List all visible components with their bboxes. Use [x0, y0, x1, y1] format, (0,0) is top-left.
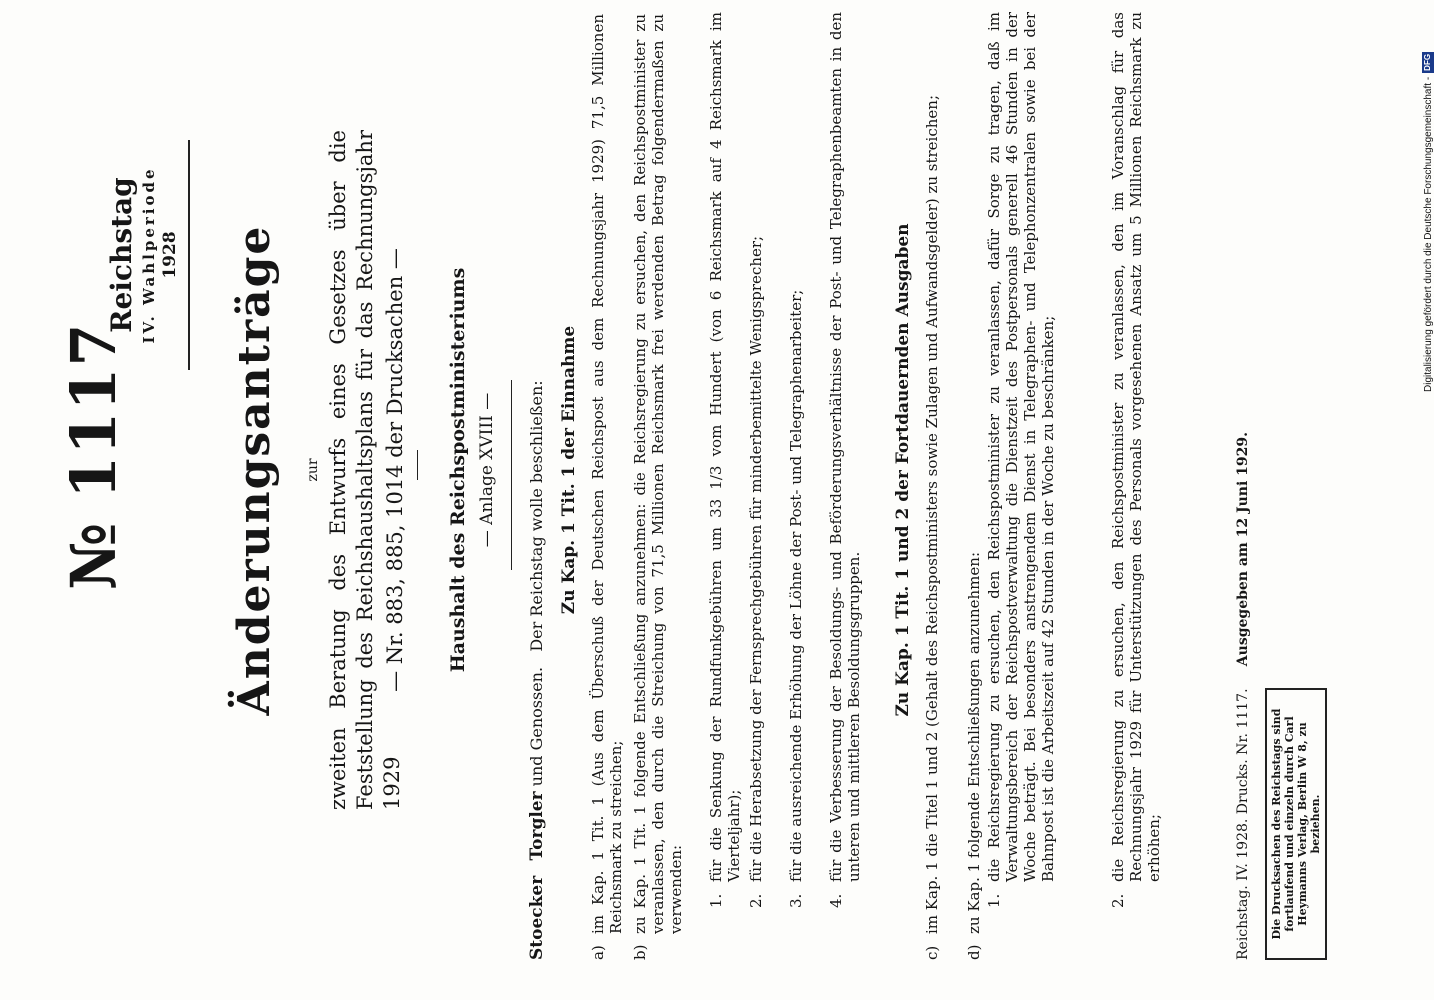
- item-label: c): [923, 945, 941, 960]
- document-number: № 1117: [57, 322, 130, 590]
- sub-item-number: 1.: [707, 893, 725, 908]
- motion-item: [589, 0, 625, 960]
- reichstag-box: [105, 140, 180, 370]
- sub-item-text: die Reichsregierung zu ersuchen, den Reichspostminister zu veranlassen, dafür Sorge zu tragen, daß im Verwaltungsbereich der Reichspostverwaltung die Dienstzeit des Postpersonals generell 46 Stunden in der Woche beträgt. Bei besonders anstrengendem Dienst in Telegraphen- und Telephonzentralen sowie bei der Bahnpost ist die Arbeitszeit auf 42 Stunden in der Woche zu beschränken;: [985, 12, 1057, 882]
- sponsor-name: Stoecker: [527, 875, 547, 960]
- document-header: [47, 0, 197, 960]
- footer-reference: Reichstag. IV. 1928. Drucks. Nr. 1117.: [1235, 688, 1251, 960]
- issue-date: Ausgegeben am 12 Juni 1929.: [1235, 432, 1251, 667]
- intro-companions: und Genossen.: [527, 666, 546, 787]
- sub-item: [707, 8, 743, 908]
- motion-item: [923, 0, 941, 960]
- divider: [417, 450, 418, 480]
- sub-item-number: 1.: [985, 893, 1003, 908]
- motion-intro: [527, 0, 547, 960]
- zur-label: zur: [305, 458, 321, 482]
- reichstag-title: Reichstag: [105, 177, 138, 333]
- item-label: d): [965, 944, 983, 960]
- motion-item: [965, 0, 983, 960]
- budget-heading: Haushalt des Reichspostministeriums: [447, 267, 469, 673]
- sub-item-number: 2.: [1109, 893, 1127, 908]
- election-period: IV. Wahlperiode: [140, 166, 158, 344]
- publisher-note: Die Drucksachen des Reichstags sind fortlaufend und einzeln durch Carl Heymanns Verlag, Berlin W 8, zu beziehen.: [1265, 688, 1327, 960]
- divider: [188, 140, 190, 370]
- item-text: zu Kap. 1 folgende Entschließungen anzunehmen:: [965, 552, 983, 934]
- item-text: im Kap. 1 die Titel 1 und 2 (Gehalt des Reichspostministers sowie Zulagen und Aufwandsgelder) zu streichen;: [923, 95, 941, 934]
- document-title: Änderungsanträge: [229, 224, 280, 716]
- sub-item: [985, 8, 1057, 908]
- sub-item: [787, 8, 805, 908]
- sub-item-number: 2.: [747, 893, 765, 908]
- section-heading: Zu Kap. 1 Tit. 1 der Einnahme: [559, 325, 579, 615]
- divider: [511, 380, 512, 570]
- motion-item: [631, 0, 685, 960]
- sub-item-number: 3.: [787, 893, 805, 908]
- credit-text: Digitalisierung gefördert durch die Deutsche Forschungsgemeinschaft -: [1422, 76, 1434, 392]
- appendix-label: — Anlage XVIII —: [477, 392, 497, 548]
- document-footer: [1235, 0, 1251, 960]
- drucksachen-reference: — Nr. 883, 885, 1014 der Drucksachen —: [383, 248, 407, 692]
- document-body: [47, 0, 1322, 960]
- item-label: b): [631, 944, 649, 960]
- section-heading: Zu Kap. 1 Tit. 1 und 2 der Fortdauernden Ausgaben: [893, 223, 913, 717]
- sub-item: [747, 8, 765, 908]
- dfg-logo: DFG: [1423, 53, 1432, 71]
- sponsor-name: Torgler: [527, 791, 547, 861]
- document-subject: zweiten Beratung des Entwurfs eines Gesetzes über die Feststellung des Reichshaushaltsplans für das Rechnungsjahr 1929: [326, 130, 404, 810]
- sub-item: [1109, 8, 1163, 908]
- item-label: a): [589, 945, 607, 960]
- item-text: zu Kap. 1 Tit. 1 folgende Entschließung anzunehmen: die Reichsregierung zu ersuchen, den Reichspostminister zu veranlassen, den durch die Streichung von 71,5 Millionen Reichsmark frei werdenden Betrag folgendermaßen zu verwenden:: [631, 14, 685, 934]
- sub-item-text: für die ausreichende Erhöhung der Löhne der Post- und Telegraphenarbeiter;: [787, 289, 805, 882]
- digitization-credit: [1421, 8, 1434, 392]
- sub-item: [827, 8, 863, 908]
- sub-item-text: die Reichsregierung zu ersuchen, den Reichspostminister zu veranlassen, den im Voranschlag für das Rechnungsjahr 1929 für Unterstützungen des Personals vorgesehenen Ansatz um 5 Millionen Reichsmark zu erhöhen;: [1109, 12, 1163, 882]
- intro-resolution: Der Reichstag wolle beschließen:: [527, 380, 546, 652]
- sub-item-text: für die Senkung der Rundfunkgebühren um 33 1/3 vom Hundert (von 6 Reichsmark auf 4 Reichsmark im Vierteljahr);: [707, 12, 743, 882]
- sub-item-number: 4.: [827, 893, 845, 908]
- item-text: im Kap. 1 Tit. 1 (Aus dem Überschuß der Deutschen Reichspost aus dem Rechnungsjahr 1929) 71,5 Millionen Reichsmark zu streichen;: [589, 14, 625, 934]
- sub-item-text: für die Verbesserung der Besoldungs- und Beförderungsverhältnisse der Post- und Telegraphenbeamten in den unteren und mittleren Besoldungsgruppen.: [827, 12, 863, 882]
- period-year: 1928: [160, 231, 180, 279]
- sub-item-text: für die Herabsetzung der Fernsprechgebühren für minderbemittelte Wenigsprecher;: [747, 235, 765, 882]
